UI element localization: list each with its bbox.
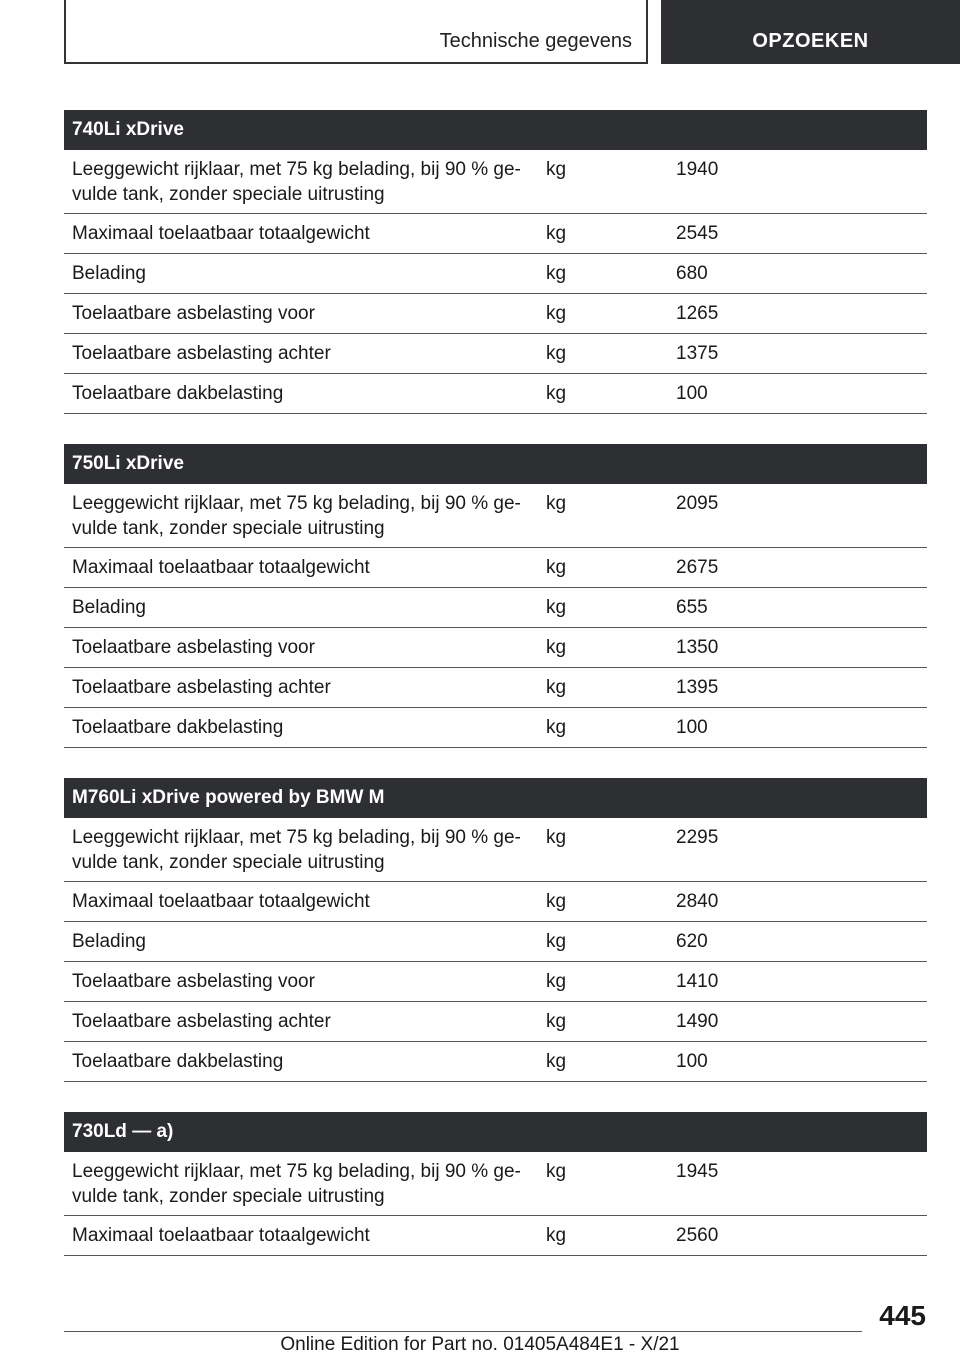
row-value: 100 [676, 1051, 708, 1072]
row-label: Maximaal toelaatbaar totaalgewicht [72, 223, 370, 244]
row-label: Toelaatbare asbelasting achter [72, 1011, 331, 1032]
table-row [64, 1042, 927, 1082]
row-value: 2295 [676, 827, 719, 848]
row-value: 2095 [676, 493, 719, 514]
row-label: Toelaatbare asbelasting achter [72, 343, 331, 364]
row-value: 1350 [676, 637, 719, 658]
row-value: 1490 [676, 1011, 719, 1032]
row-unit: kg [546, 1225, 567, 1246]
table-row [64, 150, 927, 214]
row-label: Maximaal toelaatbaar totaalgewicht [72, 891, 370, 912]
row-label: Belading [72, 597, 146, 618]
row-label: Toelaatbare asbelasting voor [72, 303, 315, 324]
row-value: 620 [676, 931, 708, 952]
row-unit: kg [546, 557, 567, 578]
row-unit: kg [546, 263, 567, 284]
row-value: 2545 [676, 223, 719, 244]
row-label: Toelaatbare asbelasting voor [72, 637, 315, 658]
row-unit: kg [546, 931, 567, 952]
table-title: M760Li xDrive powered by BMW M [64, 778, 927, 818]
table-title: 750Li xDrive [64, 444, 927, 484]
edition-text: Online Edition for Part no. 01405A484E1 - X/21 [280, 1334, 680, 1355]
table-row [64, 254, 927, 294]
table-row [64, 214, 927, 254]
row-value: 655 [676, 597, 708, 618]
row-label: Toelaatbare dakbelasting [72, 383, 284, 404]
row-value: 1940 [676, 159, 719, 180]
table-row [64, 708, 927, 748]
row-label: Maximaal toelaatbaar totaalgewicht [72, 1225, 370, 1246]
row-unit: kg [546, 597, 567, 618]
footer-divider [64, 1331, 862, 1332]
row-value: 1395 [676, 677, 719, 698]
table-row [64, 922, 927, 962]
table-row [64, 882, 927, 922]
section-title: Technische gegevens [439, 30, 632, 52]
row-label: Toelaatbare asbelasting voor [72, 971, 315, 992]
table-row [64, 1002, 927, 1042]
opzoeken-tab-label: OPZOEKEN [752, 30, 869, 52]
row-label: Leeggewicht rijklaar, met 75 kg belading, bij 90 % ge- vulde tank, zonder speciale uitrusting [72, 1161, 521, 1207]
table-row [64, 668, 927, 708]
row-unit: kg [546, 717, 567, 738]
row-label: Belading [72, 931, 146, 952]
row-value: 100 [676, 383, 708, 404]
row-label: Belading [72, 263, 146, 284]
table-title: 730Ld — a) [64, 1112, 927, 1152]
row-label: Maximaal toelaatbaar totaalgewicht [72, 557, 370, 578]
spec-table [64, 1112, 927, 1256]
row-unit: kg [546, 1161, 567, 1182]
row-unit: kg [546, 383, 567, 404]
table-row [64, 484, 927, 548]
row-value: 2840 [676, 891, 719, 912]
row-unit: kg [546, 343, 567, 364]
table-row [64, 294, 927, 334]
table-row [64, 1152, 927, 1216]
row-value: 100 [676, 717, 708, 738]
table-row [64, 1216, 927, 1256]
table-title: 740Li xDrive [64, 110, 927, 150]
table-row [64, 374, 927, 414]
row-unit: kg [546, 159, 567, 180]
row-unit: kg [546, 1051, 567, 1072]
row-value: 1375 [676, 343, 719, 364]
row-value: 1945 [676, 1161, 719, 1182]
row-unit: kg [546, 303, 567, 324]
row-unit: kg [546, 677, 567, 698]
spec-table [64, 110, 927, 414]
row-value: 1265 [676, 303, 719, 324]
table-row [64, 588, 927, 628]
spec-table [64, 778, 927, 1082]
table-row [64, 548, 927, 588]
row-unit: kg [546, 637, 567, 658]
table-row [64, 818, 927, 882]
page-number: 445 [879, 1300, 926, 1331]
opzoeken-tab[interactable] [661, 0, 960, 64]
row-label: Toelaatbare dakbelasting [72, 1051, 284, 1072]
header-section-box [64, 0, 648, 64]
row-value: 2560 [676, 1225, 719, 1246]
table-row [64, 334, 927, 374]
spec-tables [64, 110, 927, 1286]
row-unit: kg [546, 1011, 567, 1032]
row-label: Toelaatbare asbelasting achter [72, 677, 331, 698]
row-unit: kg [546, 891, 567, 912]
row-unit: kg [546, 223, 567, 244]
row-unit: kg [546, 827, 567, 848]
row-unit: kg [546, 971, 567, 992]
row-label: Toelaatbare dakbelasting [72, 717, 284, 738]
table-row [64, 962, 927, 1002]
row-value: 1410 [676, 971, 719, 992]
row-unit: kg [546, 493, 567, 514]
row-value: 680 [676, 263, 708, 284]
row-label: Leeggewicht rijklaar, met 75 kg belading, bij 90 % ge- vulde tank, zonder speciale uitrusting [72, 827, 521, 873]
row-value: 2675 [676, 557, 719, 578]
row-label: Leeggewicht rijklaar, met 75 kg belading, bij 90 % ge- vulde tank, zonder speciale uitrusting [72, 493, 521, 539]
spec-table [64, 444, 927, 748]
table-row [64, 628, 927, 668]
row-label: Leeggewicht rijklaar, met 75 kg belading, bij 90 % ge- vulde tank, zonder speciale uitrusting [72, 159, 521, 205]
